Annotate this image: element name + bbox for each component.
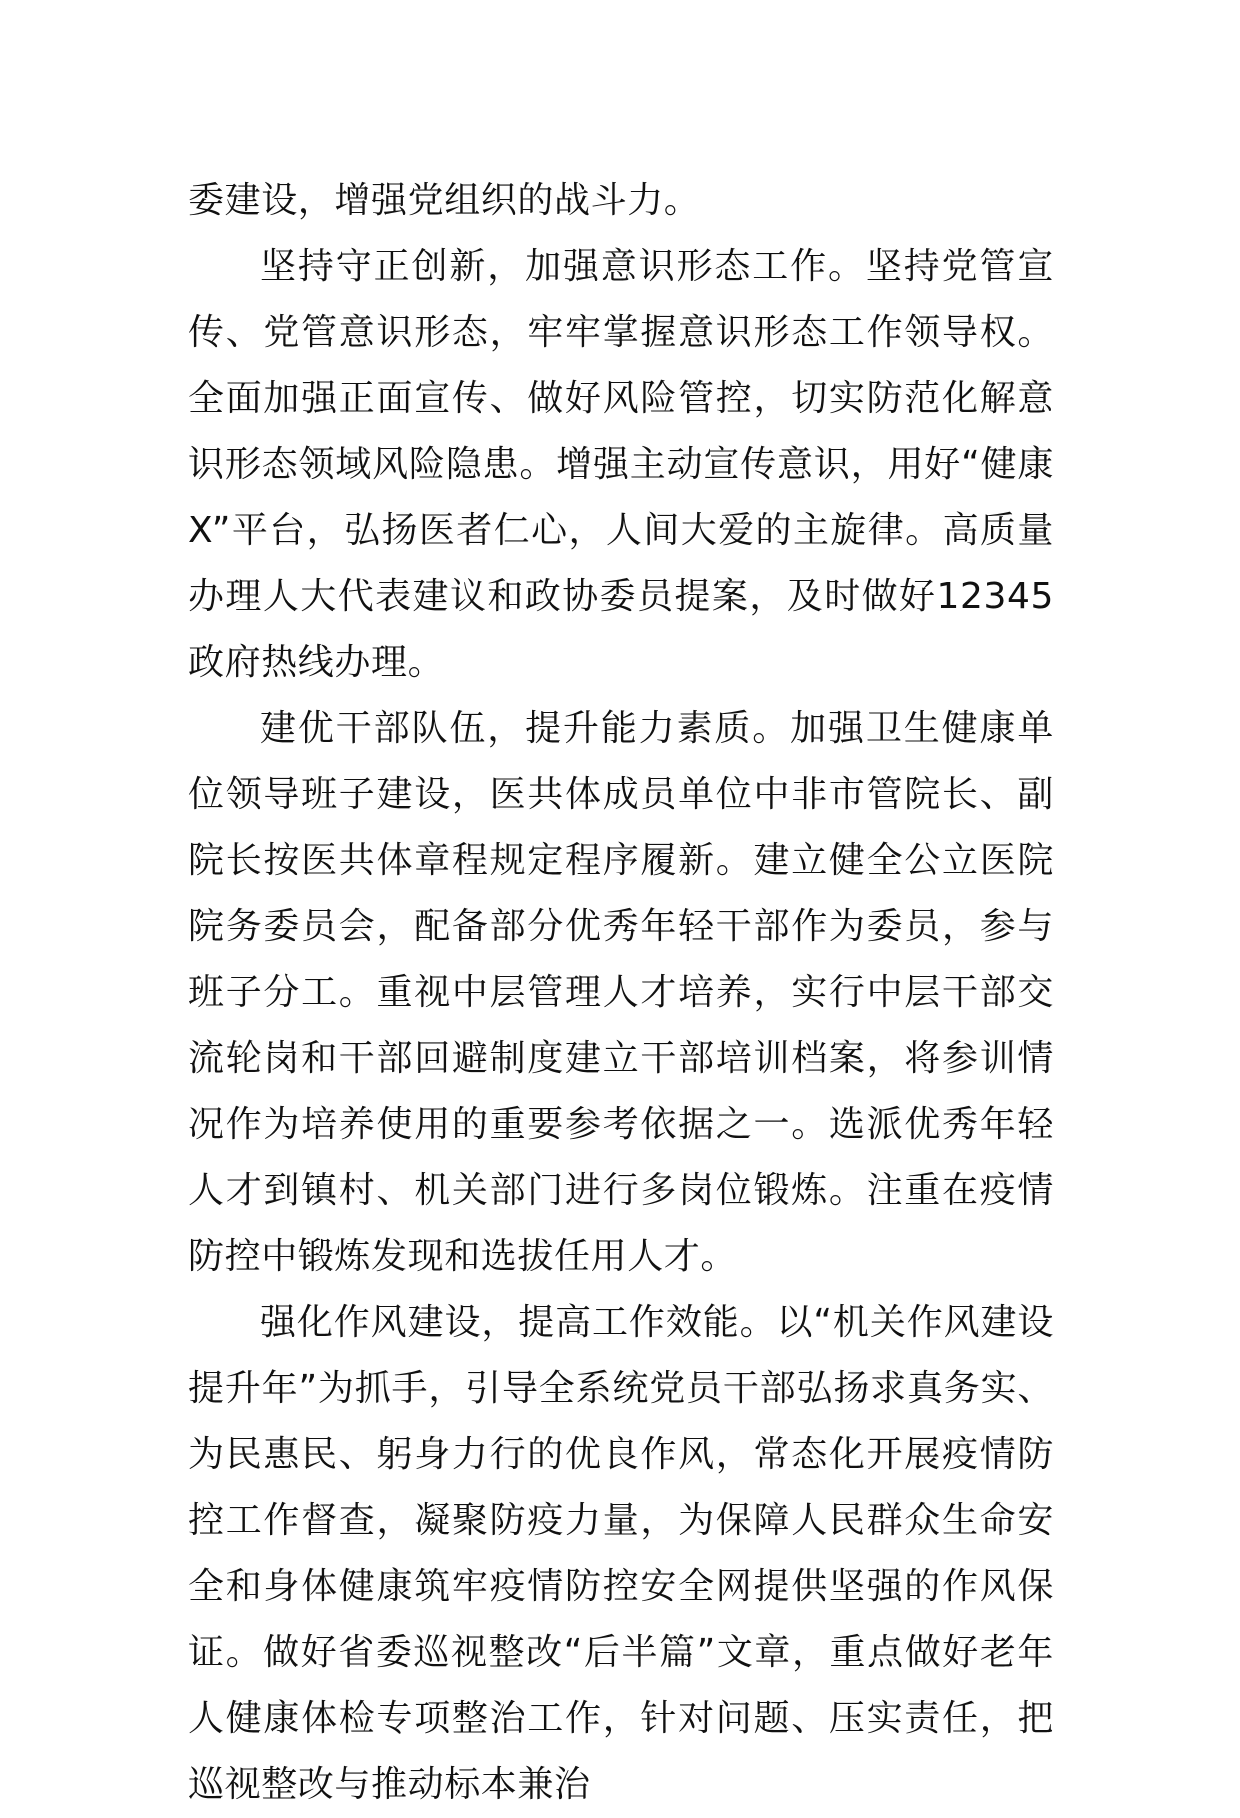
paragraph-cadre-team: 建优干部队伍，提升能力素质。加强卫生健康单位领导班子建设，医共体成员单位中非市管院长、副院长按医共体章程规定程序履新。建立健全公立医院院务委员会，配备部分优秀年轻干部作为委员，参与班子分工。重视中层管理人才培养，实行中层干部交流轮岗和干部回避制度建立干部培训档案，将参训情况作为培养使用的重要参考依据之一。选派优秀年轻人才到镇村、机关部门进行多岗位锻炼。注重在疫情防控中锻炼发现和选拔任用人才。 bbox=[188, 708, 1054, 1277]
paragraph-work-style: 强化作风建设，提高工作效能。以“机关作风建设提升年”为抓手，引导全系统党员干部弘扬求真务实、为民惠民、躬身力行的优良作风，常态化开展疫情防控工作督查，凝聚防疫力量，为保障人民群众生命安全和身体健康筑牢疫情防控安全网提供坚强的作风保证。做好省委巡视整改“后半篇”文章，重点做好老年人健康体检专项整治工作，针对问题、压实责任，把巡视整改与推动标本兼治 bbox=[188, 1302, 1054, 1805]
paragraph-ideology-work: 坚持守正创新，加强意识形态工作。坚持党管宣传、党管意识形态，牢牢掌握意识形态工作领导权。全面加强正面宣传、做好风险管控，切实防范化解意识形态领域风险隐患。增强主动宣传意识，用好“健康X”平台，弘扬医者仁心，人间大爱的主旋律。高质量办理人大代表建议和政协委员提案，及时做好12345政府热线办理。 bbox=[188, 246, 1054, 683]
paragraph-continuation: 委建设，增强党组织的战斗力。 bbox=[188, 180, 701, 221]
document-body bbox=[188, 168, 1054, 1818]
